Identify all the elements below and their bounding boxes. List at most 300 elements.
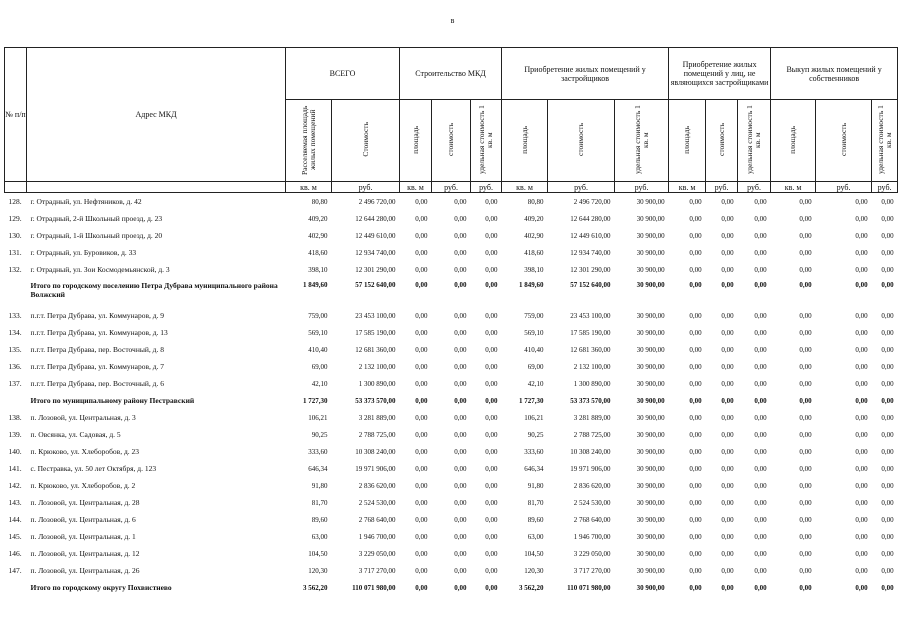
table-row <box>5 460 898 477</box>
row-value: 0,00 <box>454 515 467 524</box>
row-number: 133. <box>8 311 22 320</box>
row-value: 0,00 <box>415 532 428 541</box>
row-value: 0,00 <box>454 197 467 206</box>
row-value: 0,00 <box>799 481 812 490</box>
row-value: 2 836 620,00 <box>358 481 396 490</box>
row-value: 0,00 <box>721 281 734 289</box>
row-value: 0,00 <box>485 430 498 439</box>
row-value: 0,00 <box>721 362 734 371</box>
unit-cell: кв. м <box>771 182 816 193</box>
row-value: 0,00 <box>415 328 428 337</box>
row-value: 0,00 <box>799 498 812 507</box>
header-num: № п/п <box>5 48 27 182</box>
row-value: 0,00 <box>881 583 894 592</box>
row-value: 0,00 <box>415 430 428 439</box>
row-value: 0,00 <box>855 464 868 473</box>
row-value: 0,00 <box>485 345 498 354</box>
row-value: 110 071 980,00 <box>352 583 396 592</box>
row-value: 0,00 <box>855 430 868 439</box>
row-value: 0,00 <box>415 345 428 354</box>
row-value: 0,00 <box>415 447 428 456</box>
row-value: 0,00 <box>689 532 702 541</box>
row-value: 0,00 <box>881 311 894 320</box>
unit-cell: руб. <box>471 182 502 193</box>
subheader-area: площадь <box>669 100 706 182</box>
row-value: 0,00 <box>754 197 767 206</box>
row-value: 0,00 <box>689 413 702 422</box>
row-value: 2 496 720,00 <box>358 197 396 206</box>
row-value: 30 900,00 <box>636 532 665 541</box>
row-value: 0,00 <box>721 248 734 257</box>
row-value: 409,20 <box>308 214 328 223</box>
row-value: 0,00 <box>881 379 894 388</box>
row-value: 0,00 <box>721 413 734 422</box>
row-value: 0,00 <box>855 566 868 575</box>
row-value: 30 900,00 <box>636 214 665 223</box>
row-value: 0,00 <box>721 328 734 337</box>
unit-cell: руб. <box>432 182 471 193</box>
row-value: 0,00 <box>485 214 498 223</box>
row-value: 1 946 700,00 <box>573 532 611 541</box>
row-value: 0,00 <box>754 362 767 371</box>
row-value: 0,00 <box>721 566 734 575</box>
row-value: 30 900,00 <box>636 447 665 456</box>
row-value: 3 717 270,00 <box>573 566 611 575</box>
row-value: 57 152 640,00 <box>355 281 396 289</box>
row-value: 0,00 <box>454 248 467 257</box>
row-value: 0,00 <box>799 515 812 524</box>
row-value: 0,00 <box>855 447 868 456</box>
row-value: 106,21 <box>524 413 544 422</box>
unit-cell: руб. <box>332 182 400 193</box>
units-row <box>5 182 898 193</box>
row-value: 3 281 889,00 <box>573 413 611 422</box>
row-number: 128. <box>8 197 22 206</box>
row-value: 0,00 <box>855 265 868 274</box>
row-value: 0,00 <box>855 345 868 354</box>
row-value: 90,25 <box>527 430 544 439</box>
row-value: 0,00 <box>855 197 868 206</box>
row-value: 120,30 <box>524 566 544 575</box>
row-value: 0,00 <box>454 583 467 592</box>
unit-empty <box>27 182 286 193</box>
subheader-cost: стоимость <box>432 100 471 182</box>
row-number <box>5 392 27 409</box>
row-value: 30 900,00 <box>636 396 665 405</box>
row-value: 0,00 <box>485 231 498 240</box>
subheader-area: площадь <box>771 100 816 182</box>
row-address: п. Овсянка, ул. Садовая, д. 5 <box>30 430 121 439</box>
row-address: п. Крюково, ул. Хлеборобов, д. 23 <box>30 447 140 456</box>
row-value: 0,00 <box>855 311 868 320</box>
unit-cell: руб. <box>548 182 615 193</box>
unit-cell: кв. м <box>286 182 332 193</box>
row-value: 0,00 <box>754 214 767 223</box>
row-value: 0,00 <box>689 447 702 456</box>
row-value: 0,00 <box>415 481 428 490</box>
row-value: 3 281 889,00 <box>358 413 396 422</box>
row-value: 0,00 <box>721 214 734 223</box>
row-value: 0,00 <box>485 362 498 371</box>
table-row <box>5 426 898 443</box>
row-value: 42,10 <box>311 379 328 388</box>
row-value: 0,00 <box>454 413 467 422</box>
row-value: 12 644 280,00 <box>355 214 396 223</box>
row-value: 0,00 <box>454 532 467 541</box>
row-value: 0,00 <box>855 214 868 223</box>
row-value: 0,00 <box>754 396 767 405</box>
row-value: 402,90 <box>308 231 328 240</box>
row-value: 12 644 280,00 <box>570 214 611 223</box>
table-row <box>5 545 898 562</box>
row-value: 1 727,30 <box>519 396 544 405</box>
row-value: 0,00 <box>855 532 868 541</box>
row-value: 0,00 <box>754 379 767 388</box>
row-value: 0,00 <box>754 328 767 337</box>
row-address: Итого по муниципальному району Пестравский <box>30 396 195 405</box>
row-value: 0,00 <box>454 231 467 240</box>
row-value: 410,40 <box>308 345 328 354</box>
row-value: 0,00 <box>689 498 702 507</box>
row-value: 30 900,00 <box>636 583 665 592</box>
row-address: п. Лозовой, ул. Центральная, д. 3 <box>30 413 136 422</box>
row-value: 0,00 <box>454 345 467 354</box>
row-value: 0,00 <box>754 515 767 524</box>
row-value: 0,00 <box>799 464 812 473</box>
row-value: 398,10 <box>524 265 544 274</box>
row-value: 19 971 906,00 <box>355 464 396 473</box>
row-value: 0,00 <box>415 583 428 592</box>
row-number: 138. <box>8 413 22 422</box>
row-value: 81,70 <box>311 498 328 507</box>
row-value: 1 849,60 <box>519 281 544 289</box>
row-value: 569,10 <box>308 328 328 337</box>
row-number: 131. <box>8 248 22 257</box>
row-number: 144. <box>8 515 22 524</box>
row-value: 2 132 100,00 <box>573 362 611 371</box>
table-body <box>5 193 898 597</box>
row-value: 0,00 <box>485 583 498 592</box>
row-value: 0,00 <box>881 413 894 422</box>
row-value: 0,00 <box>689 345 702 354</box>
row-value: 12 934 740,00 <box>570 248 611 257</box>
table-row <box>5 307 898 324</box>
row-value: 0,00 <box>454 362 467 371</box>
row-value: 0,00 <box>799 311 812 320</box>
table-row <box>5 244 898 261</box>
row-value: 0,00 <box>799 549 812 558</box>
table-row <box>5 375 898 392</box>
row-value: 0,00 <box>454 447 467 456</box>
table-row <box>5 341 898 358</box>
row-address: г. Отрадный, ул. Буровиков, д. 33 <box>30 248 137 257</box>
row-value: 0,00 <box>415 265 428 274</box>
row-value: 30 900,00 <box>636 265 665 274</box>
table-row <box>5 210 898 227</box>
row-value: 3 229 050,00 <box>573 549 611 558</box>
row-value: 0,00 <box>721 481 734 490</box>
row-number: 146. <box>8 549 22 558</box>
row-value: 333,60 <box>308 447 328 456</box>
row-value: 0,00 <box>485 281 498 289</box>
row-value: 0,00 <box>754 311 767 320</box>
table-row <box>5 409 898 426</box>
subheader-area: площадь <box>502 100 548 182</box>
row-value: 0,00 <box>454 265 467 274</box>
row-value: 0,00 <box>881 328 894 337</box>
unit-cell: руб. <box>816 182 872 193</box>
row-value: 0,00 <box>454 281 467 289</box>
row-value: 0,00 <box>799 532 812 541</box>
row-value: 0,00 <box>689 214 702 223</box>
row-value: 0,00 <box>689 281 702 289</box>
row-value: 12 934 740,00 <box>355 248 396 257</box>
row-number: 143. <box>8 498 22 507</box>
row-value: 0,00 <box>799 345 812 354</box>
row-value: 0,00 <box>721 549 734 558</box>
header-address: Адрес МКД <box>27 48 286 182</box>
row-value: 0,00 <box>881 214 894 223</box>
row-value: 0,00 <box>754 281 767 289</box>
row-value: 0,00 <box>721 515 734 524</box>
header-buyout: Выкуп жилых помещений у собственников <box>771 48 898 100</box>
row-value: 0,00 <box>415 464 428 473</box>
row-value: 30 900,00 <box>636 311 665 320</box>
row-value: 0,00 <box>881 362 894 371</box>
row-value: 89,60 <box>311 515 328 524</box>
row-value: 3 562,20 <box>519 583 544 592</box>
unit-cell: кв. м <box>400 182 432 193</box>
row-address: п. Лозовой, ул. Центральная, д. 28 <box>30 498 140 507</box>
row-value: 0,00 <box>454 498 467 507</box>
row-value: 0,00 <box>799 583 812 592</box>
row-value: 0,00 <box>689 566 702 575</box>
row-value: 0,00 <box>754 265 767 274</box>
row-value: 2 788 725,00 <box>573 430 611 439</box>
row-value: 3 229 050,00 <box>358 549 396 558</box>
row-value: 0,00 <box>689 481 702 490</box>
housing-table <box>4 47 898 596</box>
row-number: 139. <box>8 430 22 439</box>
row-value: 90,25 <box>311 430 328 439</box>
row-value: 0,00 <box>454 481 467 490</box>
row-value: 0,00 <box>721 532 734 541</box>
row-value: 89,60 <box>527 515 544 524</box>
total-row <box>5 392 898 409</box>
subheader-cost: стоимость <box>706 100 738 182</box>
row-value: 106,21 <box>308 413 328 422</box>
row-value: 0,00 <box>454 311 467 320</box>
unit-cell: кв. м <box>502 182 548 193</box>
unit-cell: руб. <box>615 182 669 193</box>
row-value: 3 717 270,00 <box>358 566 396 575</box>
row-value: 69,00 <box>527 362 544 371</box>
row-value: 0,00 <box>799 413 812 422</box>
row-value: 69,00 <box>311 362 328 371</box>
row-value: 0,00 <box>855 413 868 422</box>
row-address: п.г.т. Петра Дубрава, пер. Восточный, д. 6 <box>30 379 164 388</box>
row-value: 0,00 <box>721 498 734 507</box>
row-number: 129. <box>8 214 22 223</box>
row-value: 0,00 <box>799 265 812 274</box>
row-value: 0,00 <box>415 281 428 289</box>
subheader-unit: удельная стоимость 1 кв. м <box>872 100 898 182</box>
row-address: п. Лозовой, ул. Центральная, д. 6 <box>30 515 136 524</box>
row-number: 134. <box>8 328 22 337</box>
row-value: 0,00 <box>485 248 498 257</box>
row-value: 30 900,00 <box>636 345 665 354</box>
row-value: 0,00 <box>415 231 428 240</box>
row-value: 3 562,20 <box>303 583 328 592</box>
row-value: 0,00 <box>799 396 812 405</box>
row-value: 30 900,00 <box>636 362 665 371</box>
row-value: 0,00 <box>881 515 894 524</box>
row-value: 0,00 <box>485 464 498 473</box>
row-number: 147. <box>8 566 22 575</box>
row-value: 17 585 190,00 <box>570 328 611 337</box>
row-value: 0,00 <box>485 447 498 456</box>
row-value: 0,00 <box>415 214 428 223</box>
row-value: 12 449 610,00 <box>570 231 611 240</box>
header-purchase-nondev: Приобретение жилых помещений у лиц, не являющихся застройщиками <box>669 48 771 100</box>
row-value: 402,90 <box>524 231 544 240</box>
row-value: 0,00 <box>689 265 702 274</box>
row-value: 0,00 <box>689 362 702 371</box>
row-value: 91,80 <box>311 481 328 490</box>
row-address: п.г.т. Петра Дубрава, пер. Восточный, д. 8 <box>30 345 164 354</box>
table-row <box>5 261 898 278</box>
row-value: 0,00 <box>881 248 894 257</box>
row-value: 10 308 240,00 <box>570 447 611 456</box>
row-address: с. Пестравка, ул. 50 лет Октября, д. 123 <box>30 464 157 473</box>
row-value: 0,00 <box>855 379 868 388</box>
row-value: 398,10 <box>308 265 328 274</box>
row-address: г. Отрадный, ул. Зои Космодемьянской, д. 3 <box>30 265 170 274</box>
row-value: 2 524 530,00 <box>358 498 396 507</box>
row-value: 0,00 <box>721 379 734 388</box>
row-value: 646,34 <box>524 464 544 473</box>
row-value: 104,50 <box>308 549 328 558</box>
row-number <box>5 278 27 307</box>
row-value: 1 300 890,00 <box>358 379 396 388</box>
row-value: 1 849,60 <box>303 281 328 289</box>
row-value: 0,00 <box>485 265 498 274</box>
unit-cell: кв. м <box>669 182 706 193</box>
row-value: 0,00 <box>415 566 428 575</box>
row-value: 0,00 <box>855 549 868 558</box>
row-value: 0,00 <box>485 549 498 558</box>
row-value: 0,00 <box>454 328 467 337</box>
row-value: 0,00 <box>881 447 894 456</box>
table-row <box>5 193 898 211</box>
row-value: 0,00 <box>881 498 894 507</box>
row-value: 0,00 <box>415 248 428 257</box>
row-value: 12 301 290,00 <box>355 265 396 274</box>
row-value: 12 681 360,00 <box>355 345 396 354</box>
row-value: 0,00 <box>754 430 767 439</box>
row-value: 81,70 <box>527 498 544 507</box>
row-value: 0,00 <box>881 532 894 541</box>
row-value: 91,80 <box>527 481 544 490</box>
row-value: 410,40 <box>524 345 544 354</box>
row-value: 30 900,00 <box>636 328 665 337</box>
row-value: 0,00 <box>485 481 498 490</box>
row-value: 0,00 <box>689 583 702 592</box>
row-value: 0,00 <box>799 566 812 575</box>
row-value: 0,00 <box>689 248 702 257</box>
row-value: 0,00 <box>689 379 702 388</box>
row-value: 0,00 <box>721 231 734 240</box>
row-value: 110 071 980,00 <box>567 583 611 592</box>
row-value: 0,00 <box>754 566 767 575</box>
row-value: 30 900,00 <box>636 379 665 388</box>
subheader-cost-total: Стоимость <box>332 100 400 182</box>
row-value: 0,00 <box>721 311 734 320</box>
row-value: 333,60 <box>524 447 544 456</box>
row-value: 0,00 <box>721 430 734 439</box>
row-value: 2 132 100,00 <box>358 362 396 371</box>
row-value: 63,00 <box>311 532 328 541</box>
row-value: 0,00 <box>415 197 428 206</box>
row-value: 0,00 <box>415 549 428 558</box>
row-value: 0,00 <box>855 481 868 490</box>
row-value: 0,00 <box>754 447 767 456</box>
row-number: 140. <box>8 447 22 456</box>
row-value: 0,00 <box>881 281 894 289</box>
row-value: 30 900,00 <box>636 464 665 473</box>
row-value: 0,00 <box>754 549 767 558</box>
row-value: 2 836 620,00 <box>573 481 611 490</box>
row-value: 0,00 <box>485 515 498 524</box>
row-address: п. Лозовой, ул. Центральная, д. 26 <box>30 566 140 575</box>
row-value: 418,60 <box>308 248 328 257</box>
row-value: 0,00 <box>855 328 868 337</box>
row-value: 0,00 <box>689 231 702 240</box>
row-address: п. Лозовой, ул. Центральная, д. 1 <box>30 532 136 541</box>
row-address: г. Отрадный, ул. Нефтяников, д. 42 <box>30 197 142 206</box>
row-value: 0,00 <box>754 248 767 257</box>
row-value: 0,00 <box>485 498 498 507</box>
row-value: 0,00 <box>689 464 702 473</box>
row-value: 0,00 <box>754 413 767 422</box>
row-value: 0,00 <box>799 231 812 240</box>
header-purchase-dev: Приобретение жилых помещений у застройщиков <box>502 48 669 100</box>
row-value: 409,20 <box>524 214 544 223</box>
row-address: Итого по городскому округу Похвистнево <box>30 583 172 592</box>
row-value: 23 453 100,00 <box>355 311 396 320</box>
row-value: 0,00 <box>881 197 894 206</box>
total-row <box>5 278 898 307</box>
row-value: 0,00 <box>855 515 868 524</box>
row-value: 63,00 <box>527 532 544 541</box>
row-value: 30 900,00 <box>636 549 665 558</box>
row-value: 30 900,00 <box>636 231 665 240</box>
unit-cell: руб. <box>738 182 771 193</box>
row-value: 0,00 <box>485 328 498 337</box>
row-value: 0,00 <box>881 345 894 354</box>
row-value: 0,00 <box>754 345 767 354</box>
table-row <box>5 227 898 244</box>
row-value: 0,00 <box>454 549 467 558</box>
row-address: п.г.т. Петра Дубрава, ул. Коммунаров, д. 13 <box>30 328 168 337</box>
table-row <box>5 528 898 545</box>
row-address: п.г.т. Петра Дубрава, ул. Коммунаров, д. 9 <box>30 311 165 320</box>
row-value: 0,00 <box>485 413 498 422</box>
row-value: 0,00 <box>415 311 428 320</box>
subheader-unit: удельная стоимость 1 кв. м <box>471 100 502 182</box>
unit-cell: руб. <box>872 182 898 193</box>
row-value: 759,00 <box>524 311 544 320</box>
